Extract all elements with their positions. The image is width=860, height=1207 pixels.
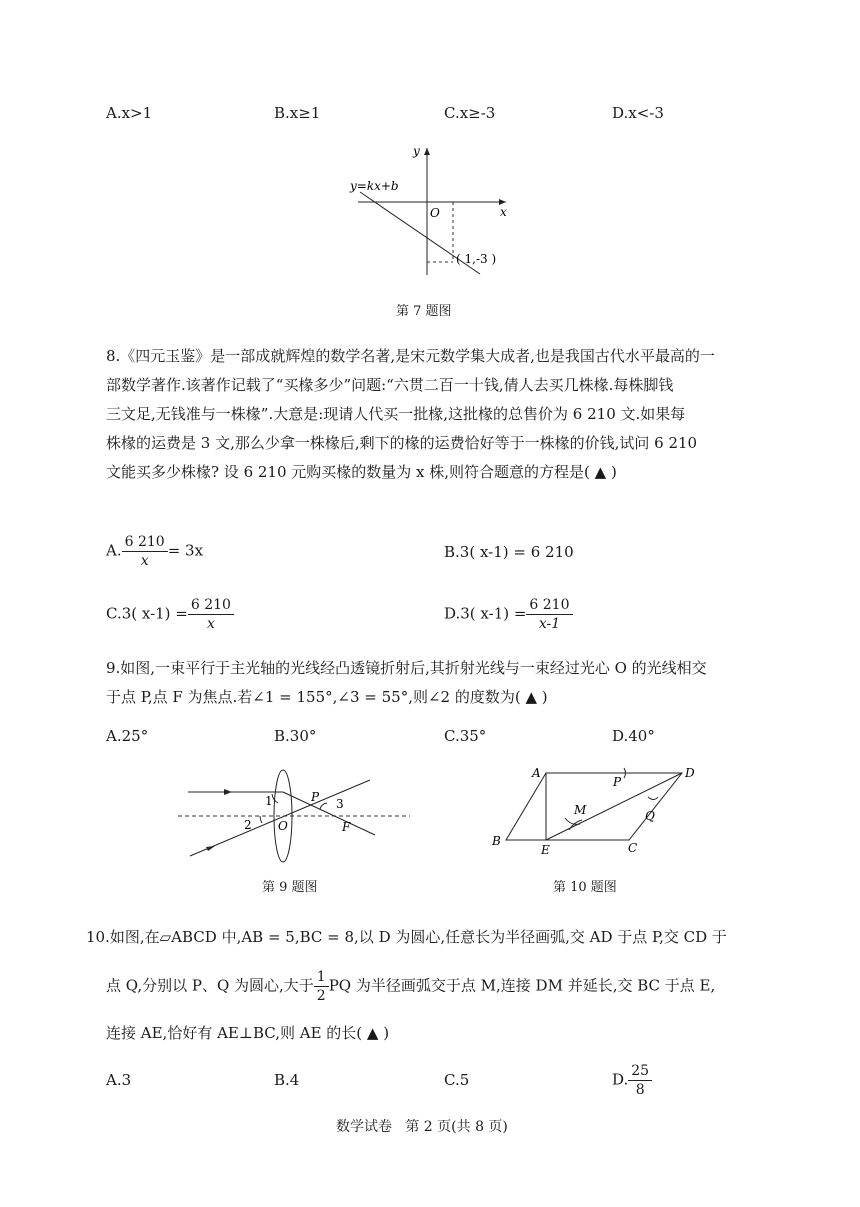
q8-line: 部数学著作.该著作记载了“买椽多少”问题:“六贯二百一十钱,倩人去买几株椽.每株脚钱 bbox=[106, 376, 674, 394]
q8-line: 文能买多少株椽? 设 6 210 元购买椽的数量为 x 株,则符合题意的方程是( ▲ ) bbox=[106, 463, 617, 481]
q9-stem bbox=[106, 654, 766, 712]
q9-option-b: B.30° bbox=[274, 727, 317, 745]
q7-caption: 第 7 题图 bbox=[396, 304, 452, 319]
q8-line: 三文足,无钱准与一株椽”.大意是:现请人代买一批椽,这批椽的总售价为 6 210 文.如果每 bbox=[106, 405, 686, 423]
fraction-numerator: 6 210 bbox=[122, 533, 168, 552]
q8-option-a-fraction bbox=[122, 533, 168, 570]
q10-point-d-label: D bbox=[685, 766, 695, 780]
q8-option-d-prefix: D.3( x-1) = bbox=[444, 604, 527, 623]
q7-axis-x-label: x bbox=[500, 205, 507, 219]
q8-option-a bbox=[106, 533, 203, 570]
q9-angle-2-label: 2 bbox=[244, 818, 252, 832]
q9-angle-3-label: 3 bbox=[336, 797, 344, 811]
fraction-denominator: x bbox=[206, 616, 215, 632]
q7-point-label: ( 1,-3 ) bbox=[456, 252, 497, 266]
q10-option-d-prefix: D. bbox=[612, 1070, 629, 1089]
q9-line: 于点 P,点 F 为焦点.若∠1 = 155°,∠3 = 55°,则∠2 的度数为( ▲ ) bbox=[106, 688, 548, 706]
q10-point-q-label: Q bbox=[645, 809, 655, 823]
q10-line-2-part-a: 点 Q,分别以 P、Q 为圆心,大于 bbox=[106, 976, 314, 995]
q8-option-d-fraction bbox=[526, 596, 572, 633]
q8-option-c-prefix: C.3( x-1) = bbox=[106, 604, 188, 623]
q7-figure bbox=[340, 140, 520, 280]
q9-option-d: D.40° bbox=[612, 727, 655, 745]
q7-axis-y-label: y bbox=[413, 144, 420, 158]
q8-option-c bbox=[106, 596, 234, 633]
q10-line-1: 10.如图,在▱ABCD 中,AB = 5,BC = 8,以 D 为圆心,任意长为半径画弧,交 AD 于点 P,交 CD 于 bbox=[86, 928, 727, 946]
q9-option-c: C.35° bbox=[444, 727, 487, 745]
fraction-denominator: 8 bbox=[635, 1082, 645, 1098]
fraction-numerator: 25 bbox=[628, 1062, 652, 1081]
q9-point-o-label: O bbox=[278, 819, 288, 833]
fraction-denominator: 2 bbox=[316, 988, 326, 1004]
q10-figure bbox=[488, 760, 703, 860]
q8-option-b: B.3( x-1) = 6 210 bbox=[444, 543, 574, 561]
q7-origin-label: O bbox=[430, 206, 440, 220]
q10-point-c-label: C bbox=[628, 841, 638, 855]
q10-point-e-label: E bbox=[541, 843, 550, 857]
q10-point-a-label: A bbox=[532, 766, 541, 780]
q9-angle-1-label: 1 bbox=[265, 794, 273, 808]
q7-line-label: y=kx+b bbox=[350, 179, 399, 193]
q10-point-m-label: M bbox=[574, 803, 587, 817]
q8-stem bbox=[106, 342, 766, 487]
q7-option-c: C.x≥-3 bbox=[444, 104, 496, 122]
q10-caption: 第 10 题图 bbox=[553, 880, 617, 895]
q9-line: 9.如图,一束平行于主光轴的光线经凸透镜折射后,其折射光线与一束经过光心 O 的光线相交 bbox=[106, 659, 707, 677]
q8-option-c-fraction bbox=[188, 596, 234, 633]
q8-option-a-suffix: = 3x bbox=[167, 541, 204, 560]
q8-line: 株椽的运费是 3 文,那么少拿一株椽后,剩下的椽的运费恰好等于一株椽的价钱,试问 6 210 bbox=[106, 434, 698, 452]
q9-point-p-label: P bbox=[311, 790, 320, 804]
q10-point-p-label: P bbox=[613, 775, 622, 789]
q10-point-b-label: B bbox=[492, 834, 501, 848]
q10-option-b: B.4 bbox=[274, 1071, 300, 1089]
q8-line: 8.《四元玉鉴》是一部成就辉煌的数学名著,是宋元数学集大成者,也是我国古代水平最高的一 bbox=[106, 347, 715, 365]
fraction-numerator: 6 210 bbox=[526, 596, 572, 615]
q8-option-d bbox=[444, 596, 573, 633]
fraction-numerator: 1 bbox=[314, 968, 329, 987]
q7-option-b: B.x≥1 bbox=[274, 104, 321, 122]
q10-option-d-fraction bbox=[628, 1062, 652, 1099]
q10-line-2-part-b: PQ 为半径画弧交于点 M,连接 DM 并延长,交 BC 于点 E, bbox=[328, 976, 716, 995]
q9-figure bbox=[170, 760, 415, 870]
q10-line-3: 连接 AE,恰好有 AE⊥BC,则 AE 的长( ▲ ) bbox=[106, 1024, 390, 1042]
q10-line-2 bbox=[106, 968, 715, 1005]
q10-option-a: A.3 bbox=[106, 1071, 132, 1089]
fraction-denominator: x bbox=[140, 553, 149, 569]
q9-point-f-label: F bbox=[342, 820, 351, 834]
q9-option-a: A.25° bbox=[106, 727, 149, 745]
fraction-numerator: 6 210 bbox=[188, 596, 234, 615]
page-footer: 数学试卷 第 2 页(共 8 页) bbox=[336, 1119, 508, 1135]
q8-option-a-prefix: A. bbox=[106, 541, 122, 560]
fraction-denominator: x-1 bbox=[538, 616, 561, 632]
q7-option-d: D.x<-3 bbox=[612, 104, 664, 122]
q7-option-a: A.x>1 bbox=[106, 104, 153, 122]
half-fraction bbox=[314, 968, 329, 1005]
q10-option-c: C.5 bbox=[444, 1071, 470, 1089]
q10-option-d bbox=[612, 1062, 652, 1099]
q9-caption: 第 9 题图 bbox=[262, 880, 318, 895]
